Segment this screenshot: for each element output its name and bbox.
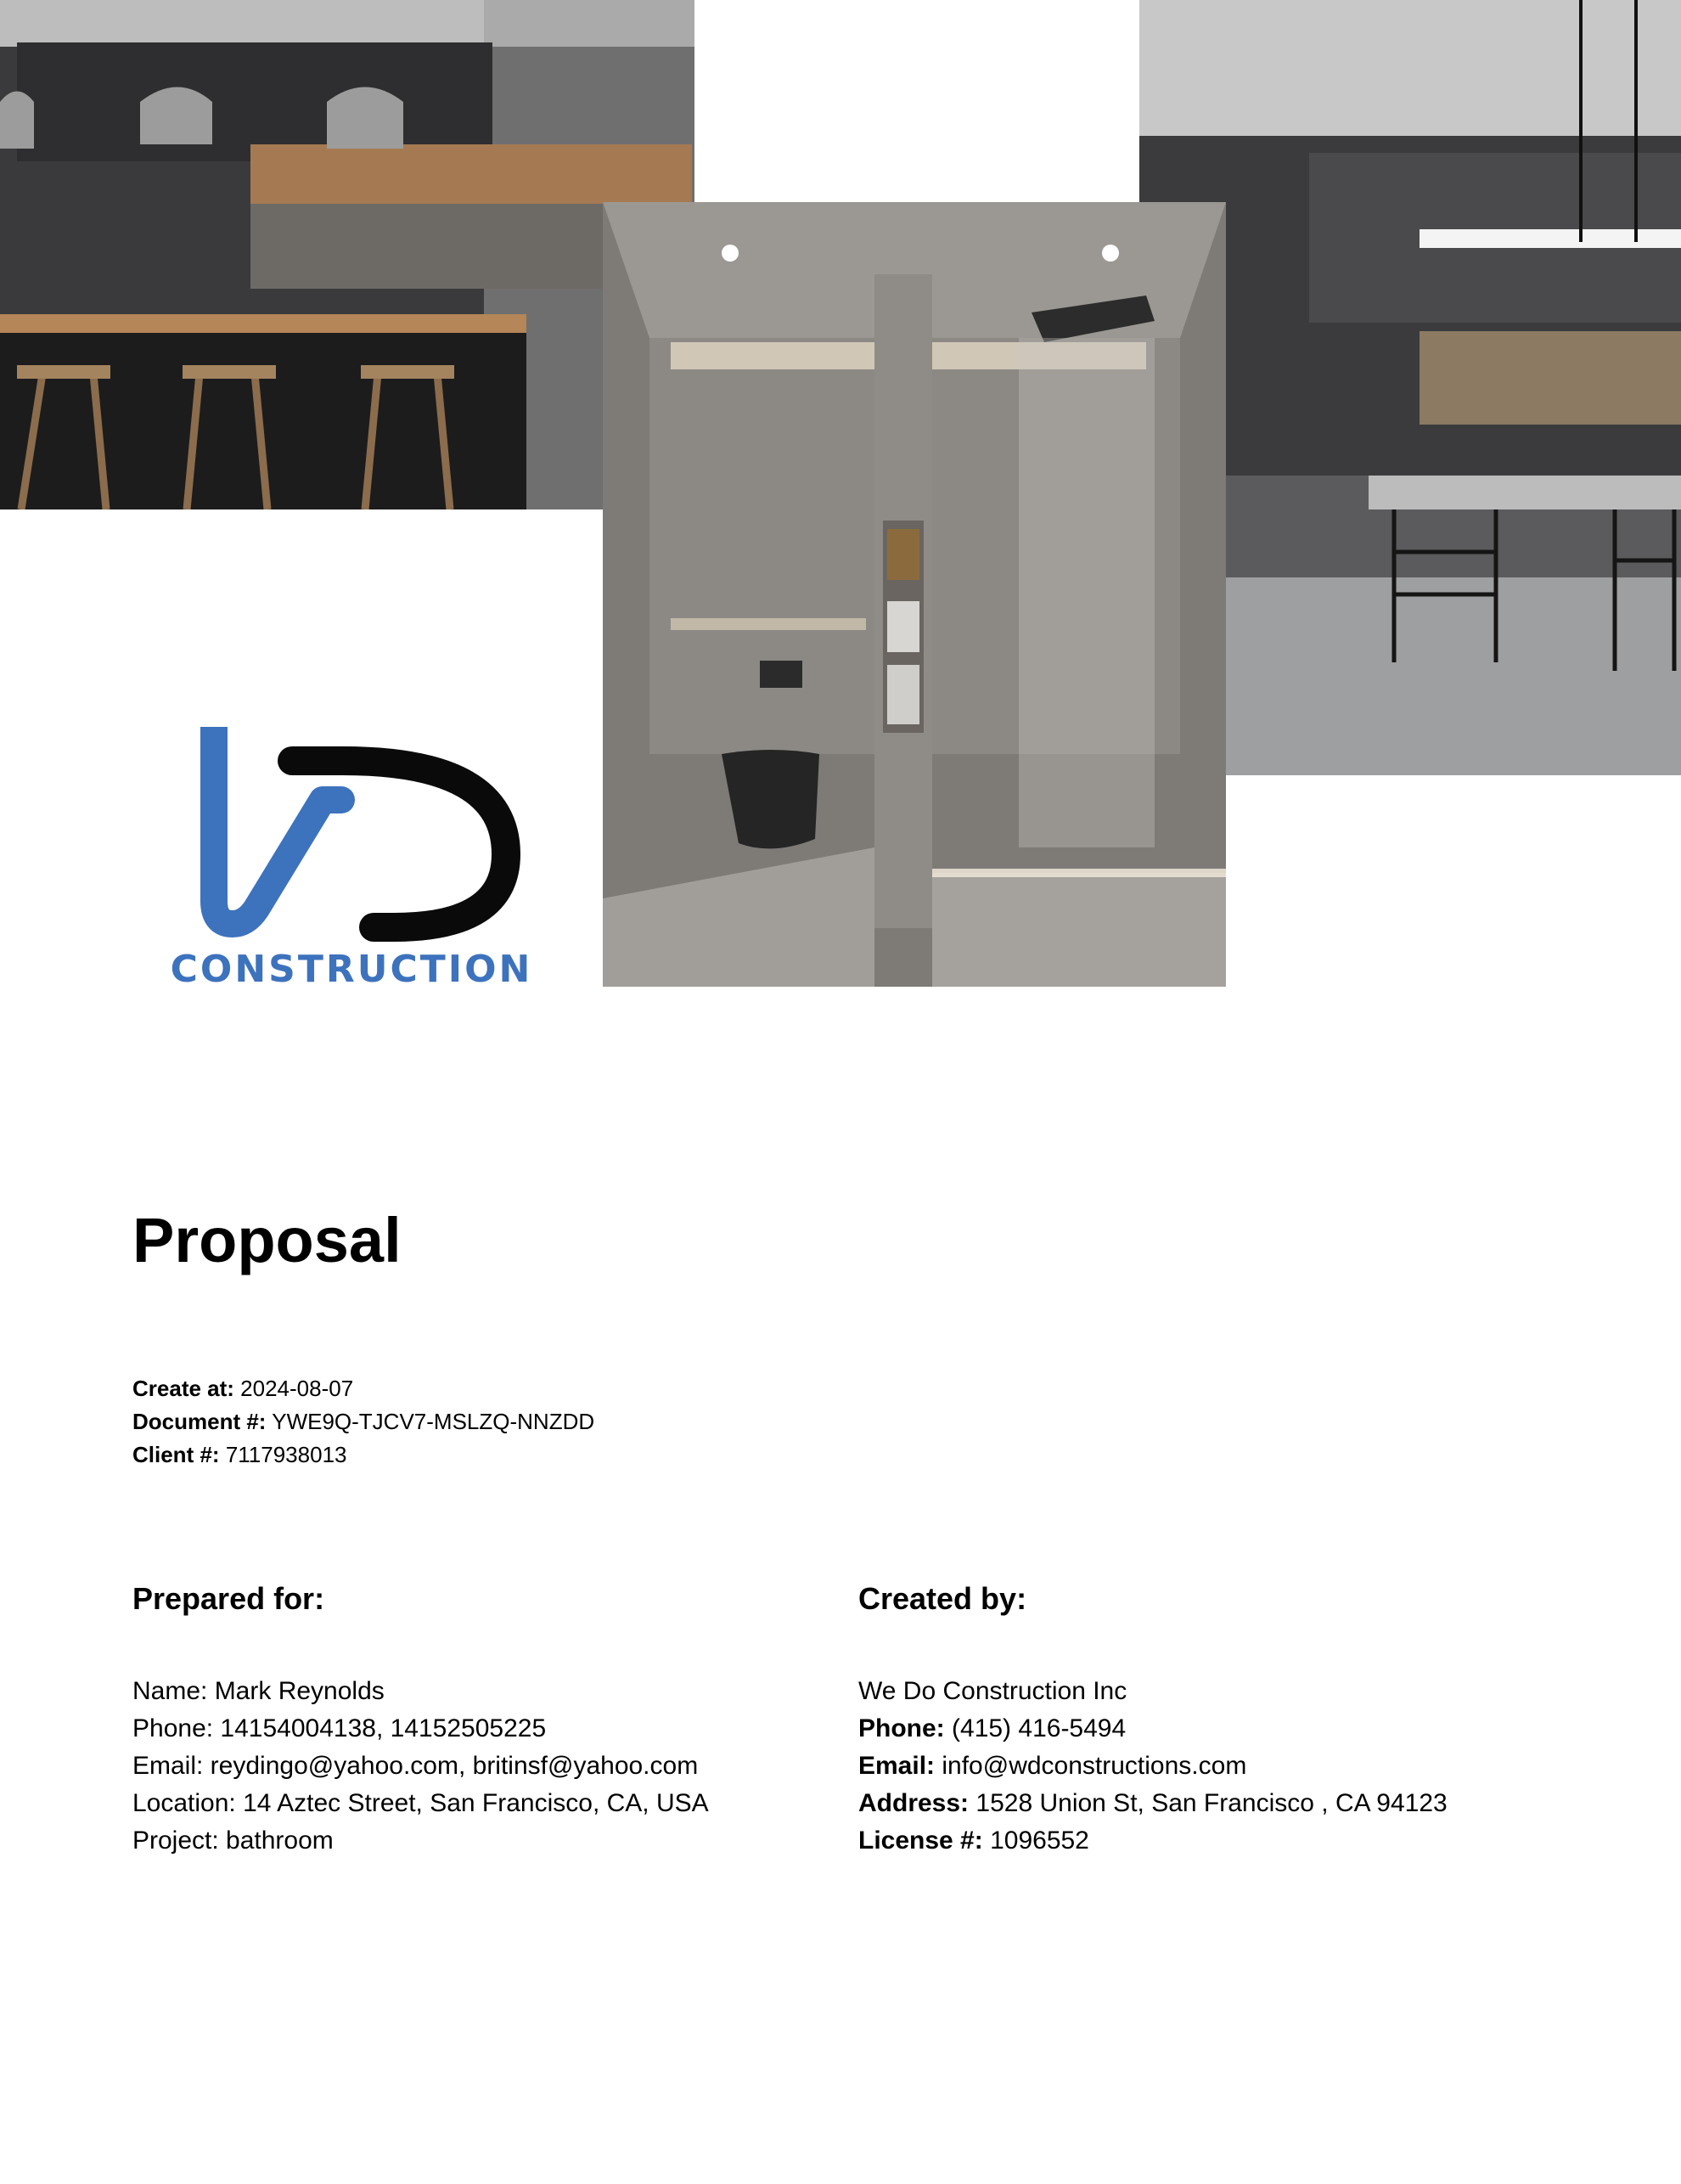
document-number-value: YWE9Q-TJCV7-MSLZQ-NNZDD <box>272 1409 595 1434</box>
client-project: Project: bathroom <box>132 1827 334 1855</box>
company-license-label: License #: <box>858 1827 983 1855</box>
company-address-label: Address: <box>858 1789 970 1817</box>
document-number-line <box>132 1405 594 1438</box>
company-address-line <box>858 1785 1448 1822</box>
company-email-line <box>858 1748 1448 1785</box>
company-email-value: info@wdconstructions.com <box>942 1752 1247 1780</box>
client-name: Name: Mark Reynolds <box>132 1677 385 1705</box>
client-phone: Phone: 14154004138, 14152505225 <box>132 1714 547 1742</box>
create-at-value: 2024-08-07 <box>240 1376 354 1401</box>
company-license-line <box>858 1822 1448 1860</box>
client-number-value: 7117938013 <box>225 1442 347 1467</box>
create-at-label: Create at: <box>132 1376 234 1401</box>
prepared-for-heading: Prepared for: <box>132 1581 325 1616</box>
company-logo <box>165 727 538 995</box>
created-by-section <box>858 1578 1448 1860</box>
company-name: We Do Construction Inc <box>858 1677 1127 1705</box>
client-number-label: Client #: <box>132 1442 220 1467</box>
client-email: Email: reydingo@yahoo.com, britinsf@yahoo.com <box>132 1752 699 1780</box>
kitchen-photo <box>0 0 694 509</box>
logo-wordmark: CONSTRUCTION <box>170 948 533 991</box>
company-email-label: Email: <box>858 1752 936 1780</box>
prepared-for-section <box>132 1578 709 1860</box>
create-at-line <box>132 1372 594 1405</box>
bathroom-photo <box>603 202 1226 987</box>
document-meta <box>132 1372 594 1472</box>
company-phone-line <box>858 1710 1448 1748</box>
created-by-heading: Created by: <box>858 1581 1027 1616</box>
company-phone-value: (415) 416-5494 <box>952 1714 1127 1742</box>
company-phone-label: Phone: <box>858 1714 945 1742</box>
client-number-line <box>132 1438 594 1472</box>
page-title: Proposal <box>132 1205 402 1275</box>
company-address-value: 1528 Union St, San Francisco , CA 94123 <box>975 1789 1448 1817</box>
document-number-label: Document #: <box>132 1409 267 1434</box>
client-location: Location: 14 Aztec Street, San Francisco, CA, USA <box>132 1789 709 1817</box>
company-license-value: 1096552 <box>990 1827 1089 1855</box>
